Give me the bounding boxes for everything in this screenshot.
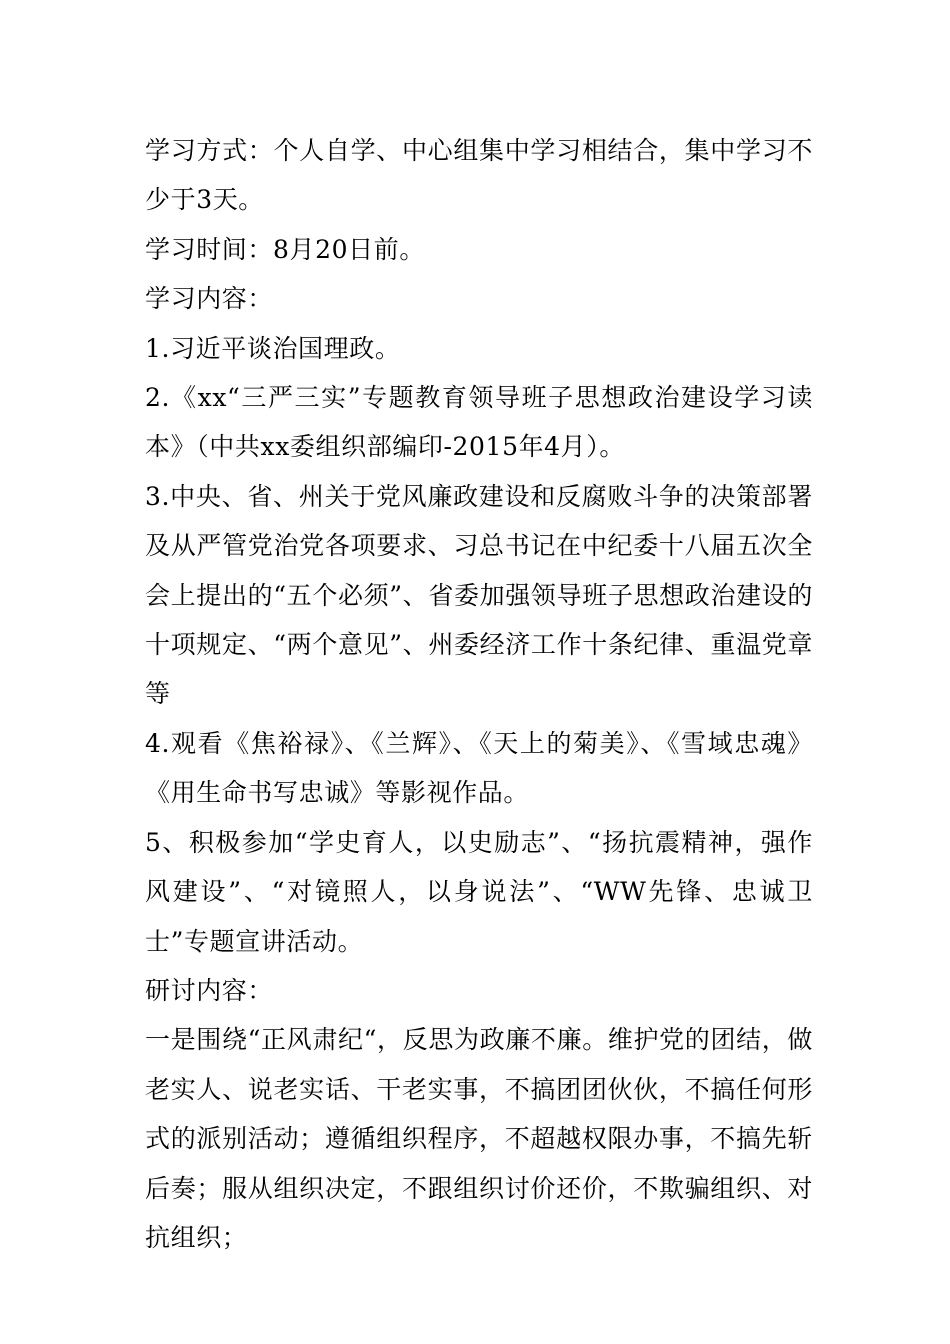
paragraph-discussion-heading: 研讨内容： [145,975,274,1005]
paragraph-item-2: 2.《xx“三严三实”专题教育领导班子思想政治建设学习读本》（中共xx委组织部编印-2015年4月）。 [145,383,813,462]
paragraph-item-3: 3.中央、省、州关于党风廉政建设和反腐败斗争的决策部署及从严管党治党各项要求、习总书记在中纪委十八届五次全会上提出的“五个必须”、省委加强领导班子思想政治建设的十项规定、“两个意见”、州委经济工作十条纪律、重温党章等 [145,481,813,709]
document-body [145,126,813,1262]
paragraph-item-4: 4.观看《焦裕禄》、《兰辉》、《天上的菊美》、《雪域忠魂》《用生命书写忠诚》等影视作品。 [145,728,813,808]
paragraph-item-1: 1.习近平谈治国理政。 [145,333,401,363]
paragraph-item-5: 5、积极参加“学史育人，以史励志”、“扬抗震精神，强作风建设”、“对镜照人，以身说法”、“WW先锋、忠诚卫士”专题宣讲活动。 [145,827,813,956]
paragraph-discussion-1: 一是围绕“正风肃纪“，反思为政廉不廉。维护党的团结，做老实人、说老实话、干老实事，不搞团团伙伙，不搞任何形式的派别活动；遵循组织程序，不超越权限办事，不搞先斩后奏；服从组织决定，不跟组织讨价还价，不欺骗组织、对抗组织； [145,1025,813,1252]
paragraph-study-time: 学习时间：8月20日前。 [145,234,425,264]
paragraph-study-method: 学习方式：个人自学、中心组集中学习相结合，集中学习不少于3天。 [145,136,813,215]
paragraph-study-content-heading: 学习内容： [145,284,274,314]
